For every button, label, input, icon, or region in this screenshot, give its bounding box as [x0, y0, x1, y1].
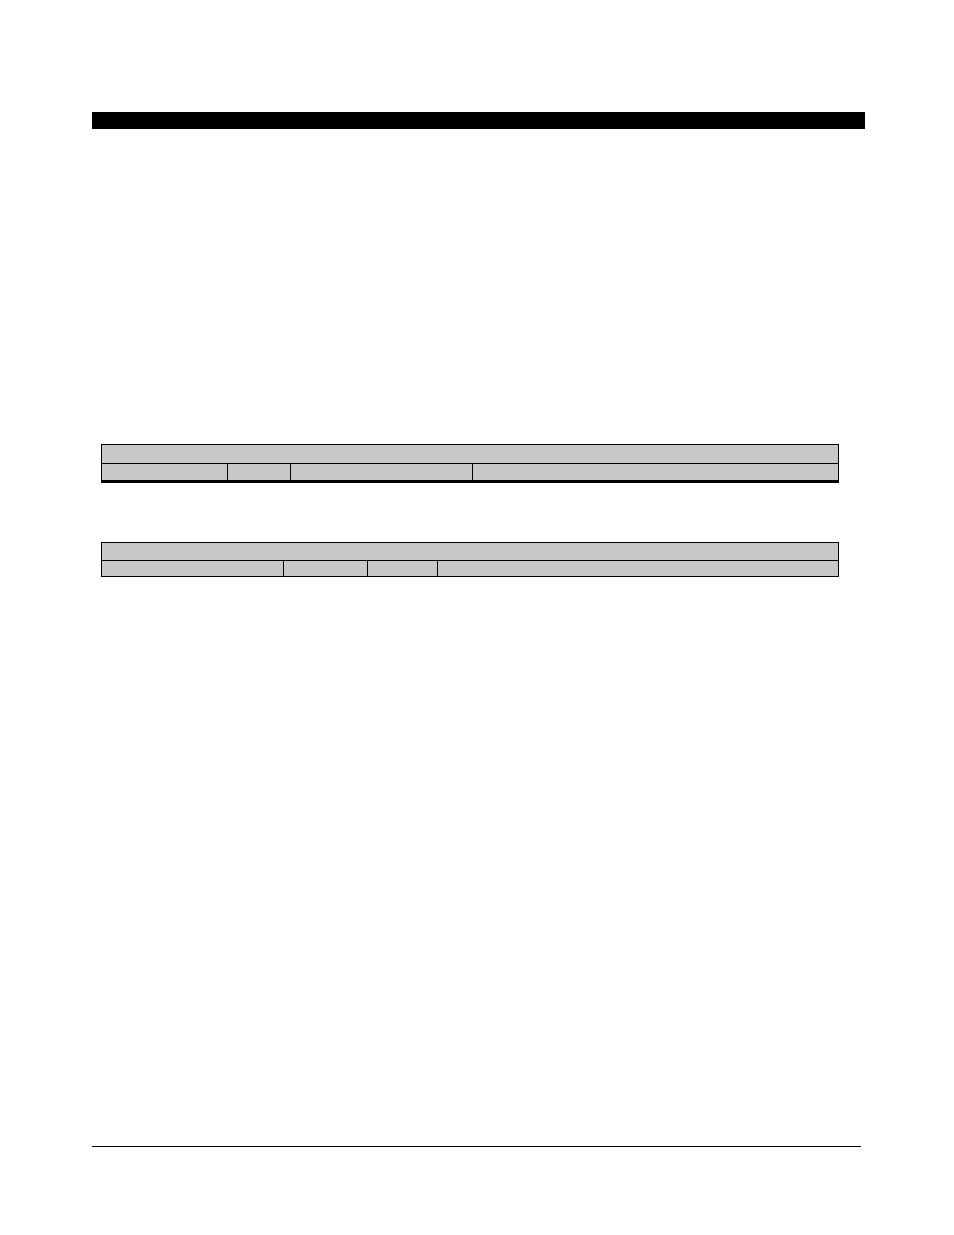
register-summary-table — [92, 112, 865, 129]
field-bits — [228, 482, 291, 483]
field-description — [473, 482, 839, 483]
command-register-table — [101, 542, 839, 577]
table-column-header — [102, 561, 839, 577]
device-id-register-table — [101, 444, 839, 483]
footer-divider — [92, 1146, 861, 1147]
footnote-row — [93, 128, 865, 129]
field-name — [102, 482, 228, 483]
table-title-bar — [102, 445, 839, 464]
table-title-bar — [102, 543, 839, 561]
table-row — [102, 482, 839, 483]
footnote — [93, 128, 865, 129]
field-default — [291, 482, 473, 483]
table-column-header — [102, 464, 839, 481]
